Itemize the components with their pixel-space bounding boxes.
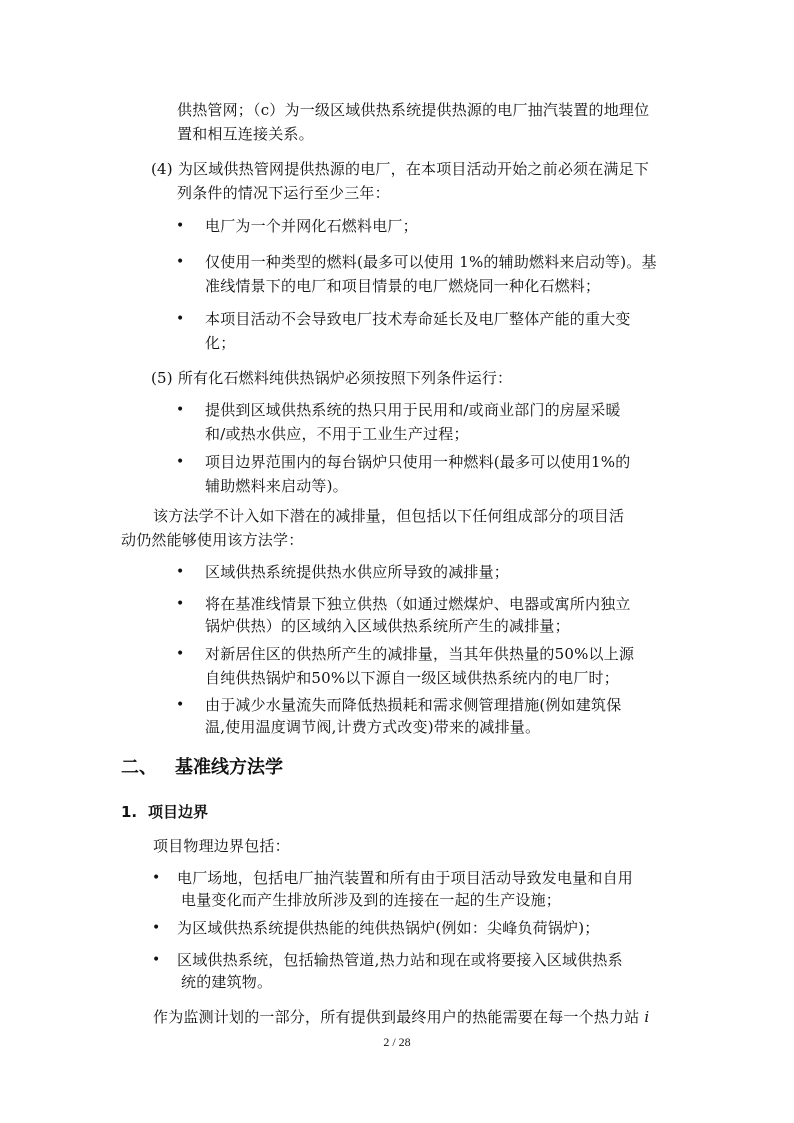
paragraph: 该方法学不计入如下潜在的减排量，但包括以下任何组成部分的项目活 (153, 507, 625, 525)
bullet-icon: • (152, 952, 161, 968)
variable-i: i (644, 1008, 650, 1026)
bullet-text: 提供到区域供热系统的热只用于民用和/或商业部门的房屋采暖 (205, 401, 621, 419)
section-title: 基准线方法学 (175, 757, 283, 778)
section-number: 二、 (121, 757, 157, 778)
bullet-text: 电量变化而产生排放所涉及到的连接在一起的生产设施； (181, 891, 562, 909)
bullet-text: 准线情景下的电厂和项目情景的电厂燃烧同一种化石燃料； (205, 277, 601, 295)
list-item-4: (4) 为区域供热管网提供热源的电厂，在本项目活动开始之前必须在满足下 (151, 160, 650, 178)
bullet-icon: • (152, 920, 161, 936)
text-line: 供热管网；（c）为一级区域供热系统提供热源的电厂抽汽装置的地理位 (177, 101, 650, 119)
paragraph: 动仍然能够使用该方法学： (121, 531, 304, 549)
bullet-icon: • (176, 218, 185, 234)
bullet-text: 本项目活动不会导致电厂技术寿命延长及电厂整体产能的重大变 (205, 310, 631, 328)
paragraph (153, 1005, 649, 1029)
text-line: 列条件的情况下运行至少三年： (177, 184, 390, 202)
bullet-text: 电厂为一个并网化石燃料电厂； (205, 217, 418, 235)
bullet-text: 统的建筑物。 (181, 973, 273, 991)
bullet-icon: • (176, 402, 185, 418)
bullet-text: 对新居住区的供热所产生的减排量，当其年供热量的50%以上源 (205, 645, 635, 663)
bullet-text: 项目边界范围内的每台锅炉只使用一种燃料(最多可以使用1%的 (205, 453, 631, 471)
bullet-text: 仅使用一种类型的燃料(最多可以使用 1%的辅助燃料来启动等)。基 (205, 253, 657, 271)
subsection-number: 1. (121, 803, 138, 821)
bullet-text: 锅炉供热）的区域纳入区域供热系统所产生的减排量； (205, 617, 570, 635)
bullet-icon: • (176, 564, 185, 580)
subsection-title: 项目边界 (148, 803, 209, 821)
bullet-icon: • (176, 596, 185, 612)
bullet-text: 将在基准线情景下独立供热（如通过燃煤炉、电器或寓所内独立 (205, 595, 631, 613)
paragraph-text: 作为监测计划的一部分，所有提供到最终用户的热能需要在每一个热力站 (153, 1008, 640, 1026)
bullet-text: 区域供热系统提供热水供应所导致的减排量； (205, 563, 510, 581)
bullet-text: 区域供热系统，包括输热管道,热力站和现在或将要接入区域供热系 (177, 951, 623, 969)
list-item-5: (5) 所有化石燃料纯供热锅炉必须按照下列条件运行： (151, 369, 513, 387)
bullet-text: 自纯供热锅炉和50%以下源自一级区域供热系统内的电厂时； (205, 669, 619, 687)
bullet-icon: • (152, 870, 161, 886)
bullet-text: 由于减少水量流失而降低热损耗和需求侧管理措施(例如建筑保 (205, 696, 622, 714)
page-number: 2 / 28 (383, 1035, 411, 1049)
bullet-icon: • (176, 454, 185, 470)
bullet-text: 化； (205, 334, 236, 352)
bullet-text: 温,使用温度调节阀,计费方式改变)带来的减排量。 (205, 718, 541, 736)
paragraph: 项目物理边界包括： (153, 837, 290, 855)
text-line: 置和相互连接关系。 (177, 125, 314, 143)
bullet-icon: • (176, 697, 185, 713)
bullet-text: 和/或热水供应，不用于工业生产过程； (205, 425, 469, 443)
bullet-icon: • (176, 254, 185, 270)
bullet-icon: • (176, 646, 185, 662)
bullet-text: 为区域供热系统提供热能的纯供热锅炉(例如：尖峰负荷锅炉)； (177, 919, 600, 937)
bullet-text: 电厂场地，包括电厂抽汽装置和所有由于项目活动导致发电量和自用 (177, 869, 634, 887)
bullet-text: 辅助燃料来启动等)。 (205, 477, 348, 495)
bullet-icon: • (176, 311, 185, 327)
